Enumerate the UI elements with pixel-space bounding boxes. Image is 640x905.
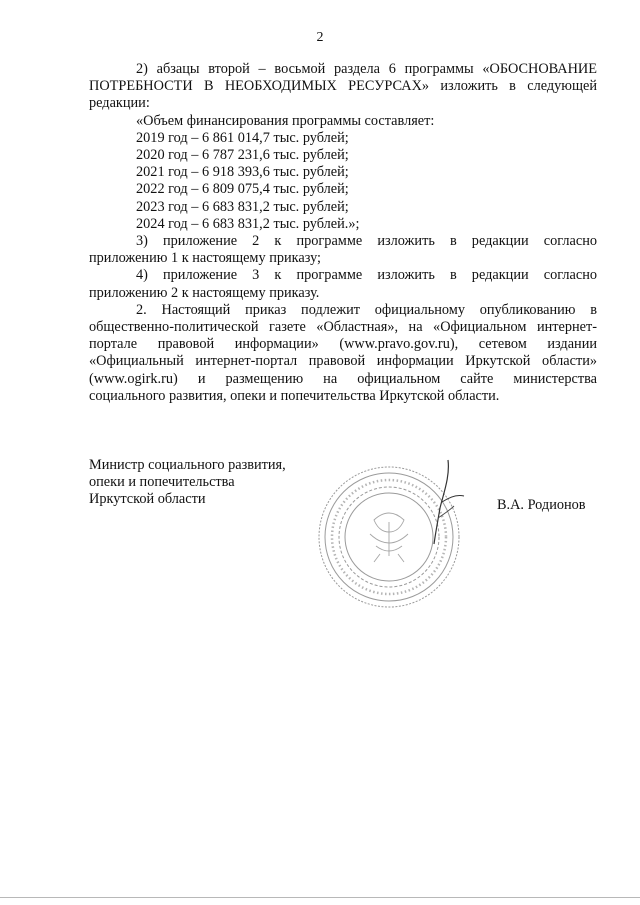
paragraph-line: 3) приложение 2 к программе изложить в редакции согласно bbox=[136, 233, 597, 250]
paragraph-line: «Объем финансирования программы составляет: bbox=[136, 112, 435, 129]
paragraph-line: социального развития, опеки и попечительства Иркутской области. bbox=[89, 387, 500, 404]
signatory-title-line: Министр социального развития, bbox=[89, 457, 286, 473]
funding-year-line: 2019 год – 6 861 014,7 тыс. рублей; bbox=[136, 129, 349, 146]
paragraph-line: приложению 1 к настоящему приказу; bbox=[89, 250, 321, 267]
funding-year-line: 2024 год – 6 683 831,2 тыс. рублей.»; bbox=[136, 215, 360, 232]
paragraph-line: (www.ogirk.ru) и размещению на официальном сайте министерства bbox=[89, 370, 597, 387]
funding-year-line: 2023 год – 6 683 831,2 тыс. рублей; bbox=[136, 198, 349, 215]
paragraph-line: портале правовой информации» (www.pravo.gov.ru), сетевом издании bbox=[89, 336, 597, 353]
paragraph-line: 2) абзацы второй – восьмой раздела 6 программы «ОБОСНОВАНИЕ bbox=[136, 61, 597, 77]
signatory-title bbox=[89, 457, 329, 509]
funding-year-line: 2021 год – 6 918 393,6 тыс. рублей; bbox=[136, 164, 349, 181]
funding-year-line: 2020 год – 6 787 231,6 тыс. рублей; bbox=[136, 147, 349, 164]
signer-name: В.А. Родионов bbox=[497, 497, 586, 513]
page-number: 2 bbox=[316, 30, 324, 45]
paragraph-line: 2. Настоящий приказ подлежит официальному опубликованию в bbox=[136, 301, 597, 318]
signatory-title-line: опеки и попечительства bbox=[89, 474, 235, 491]
paragraph-line: редакции: bbox=[89, 95, 150, 112]
paragraph-line: приложению 2 к настоящему приказу. bbox=[89, 284, 320, 301]
handwritten-signature-icon bbox=[430, 458, 470, 548]
page-bottom-edge bbox=[0, 897, 640, 898]
signatory-title-line: Иркутской области bbox=[89, 491, 206, 508]
paragraph-line: ПОТРЕБНОСТИ В НЕОБХОДИМЫХ РЕСУРСАХ» изложить в следующей bbox=[89, 78, 597, 95]
paragraph-line: «Официальный интернет-портал правовой информации Иркутской области» bbox=[89, 353, 597, 370]
paragraph-line: 4) приложение 3 к программе изложить в редакции согласно bbox=[136, 267, 597, 284]
funding-year-line: 2022 год – 6 809 075,4 тыс. рублей; bbox=[136, 181, 349, 198]
document-body bbox=[89, 61, 597, 405]
paragraph-line: общественно-политической газете «Областная», на «Официальном интернет- bbox=[89, 319, 597, 336]
